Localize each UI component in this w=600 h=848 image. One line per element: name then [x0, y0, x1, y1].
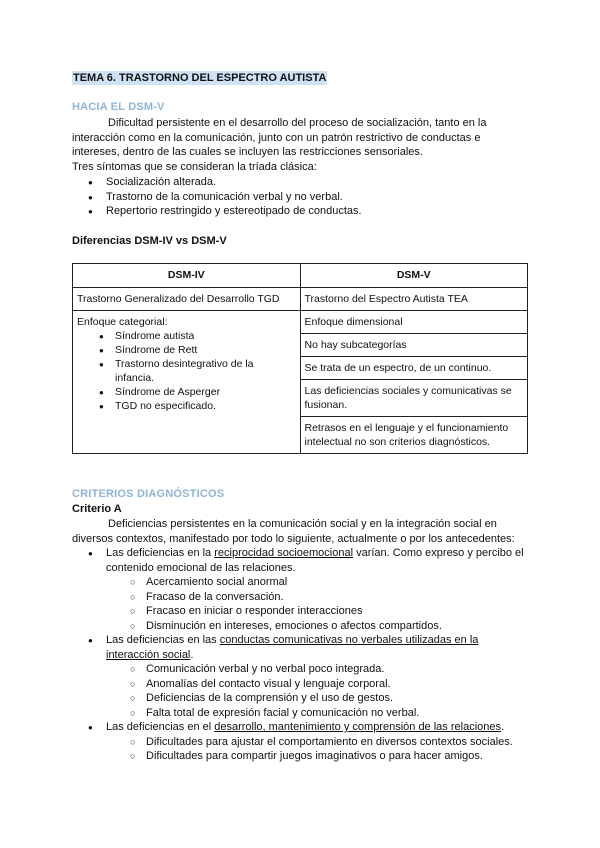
differences-heading: Diferencias DSM-IV vs DSM-V [72, 235, 227, 247]
categorial-list [77, 329, 296, 413]
list-item: ○ Falta total de expresión facial y comunicación no verbal. [110, 706, 528, 721]
page-title: TEMA 6. TRASTORNO DEL ESPECTRO AUTISTA [73, 72, 327, 84]
table-cell: Trastorno del Espectro Autista TEA [300, 288, 528, 311]
list-item: ○ Deficiencias de la comprensión y el uso de gestos. [110, 691, 528, 706]
categorial-intro: Enfoque categorial: [77, 316, 168, 328]
criterio-a-heading: Criterio A [72, 503, 122, 515]
list-item: ● Síndrome de Rett [77, 343, 296, 357]
table-row [73, 311, 528, 334]
table-header-row [73, 264, 528, 288]
list-item: ● Síndrome autista [77, 329, 296, 343]
triad-list [72, 175, 528, 219]
section-heading-dsm5: HACIA EL DSM-V [72, 101, 165, 113]
table-cell: Se trata de un espectro, de un continuo. [300, 357, 528, 380]
comparison-table [72, 263, 528, 454]
table-cell: Enfoque dimensional [300, 311, 528, 334]
section-heading-criterios: CRITERIOS DIAGNÓSTICOS [72, 488, 225, 500]
table-cell: Las deficiencias sociales y comunicativas se fusionan. [300, 380, 528, 417]
table-cell: Trastorno Generalizado del Desarrollo TGD [73, 288, 301, 311]
table-header-dsm4: DSM-IV [73, 264, 301, 288]
intro-paragraph: Dificultad persistente en el desarrollo del proceso de socialización, tanto en la interacción como en la comunicación, junto con un patrón restrictivo de conductas e intereses, dentro de las cuales se incluyen las restricciones sensoriales. [72, 117, 487, 158]
triad-intro: Tres síntomas que se consideran la tríada clásica: [72, 161, 317, 173]
criterio-a-intro: Deficiencias persistentes en la comunicación social y en la integración social en diversos contextos, manifestado por todo lo siguiente, actualmente o por los antecedentes: [72, 518, 515, 545]
list-item: ○ Fracaso de la conversación. [110, 590, 528, 605]
list-item: ○ Anomalías del contacto visual y lenguaje corporal. [110, 677, 528, 692]
table-header-dsm5: DSM-V [300, 264, 528, 288]
list-item: ● Trastorno de la comunicación verbal y no verbal. [72, 190, 528, 205]
list-item: ○ Comunicación verbal y no verbal poco integrada. [110, 662, 528, 677]
criterio-a-list [72, 546, 528, 764]
list-item: ○ Acercamiento social anormal [110, 575, 528, 590]
list-item: ● Socialización alterada. [72, 175, 528, 190]
table-row [73, 288, 528, 311]
list-item: ● Síndrome de Asperger [77, 385, 296, 399]
list-item: ● Trastorno desintegrativo de la infancia. [77, 357, 296, 385]
table-cell: No hay subcategorías [300, 334, 528, 357]
list-item: ○ Fracaso en iniciar o responder interacciones [110, 604, 528, 619]
table-cell: Retrasos en el lenguaje y el funcionamiento intelectual no son criterios diagnósticos. [300, 417, 528, 454]
list-item: ● Las deficiencias en las conductas comunicativas no verbales utilizadas en la interacción social. [72, 633, 528, 662]
list-item: ○ Dificultades para compartir juegos imaginativos o para hacer amigos. [110, 749, 528, 764]
list-item: ○ Disminución en intereses, emociones o afectos compartidos. [110, 619, 528, 634]
list-item: ● TGD no especificado. [77, 399, 296, 413]
list-item: ○ Dificultades para ajustar el comportamiento en diversos contextos sociales. [110, 735, 528, 750]
list-item: ● Las deficiencias en la reciprocidad socioemocional varían. Como expreso y percibo el contenido emocional de las relaciones. [72, 546, 528, 575]
table-cell-categorial [73, 311, 301, 454]
list-item: ● Repertorio restringido y estereotipado de conductas. [72, 204, 528, 219]
list-item: ● Las deficiencias en el desarrollo, mantenimiento y comprensión de las relaciones. [72, 720, 528, 735]
